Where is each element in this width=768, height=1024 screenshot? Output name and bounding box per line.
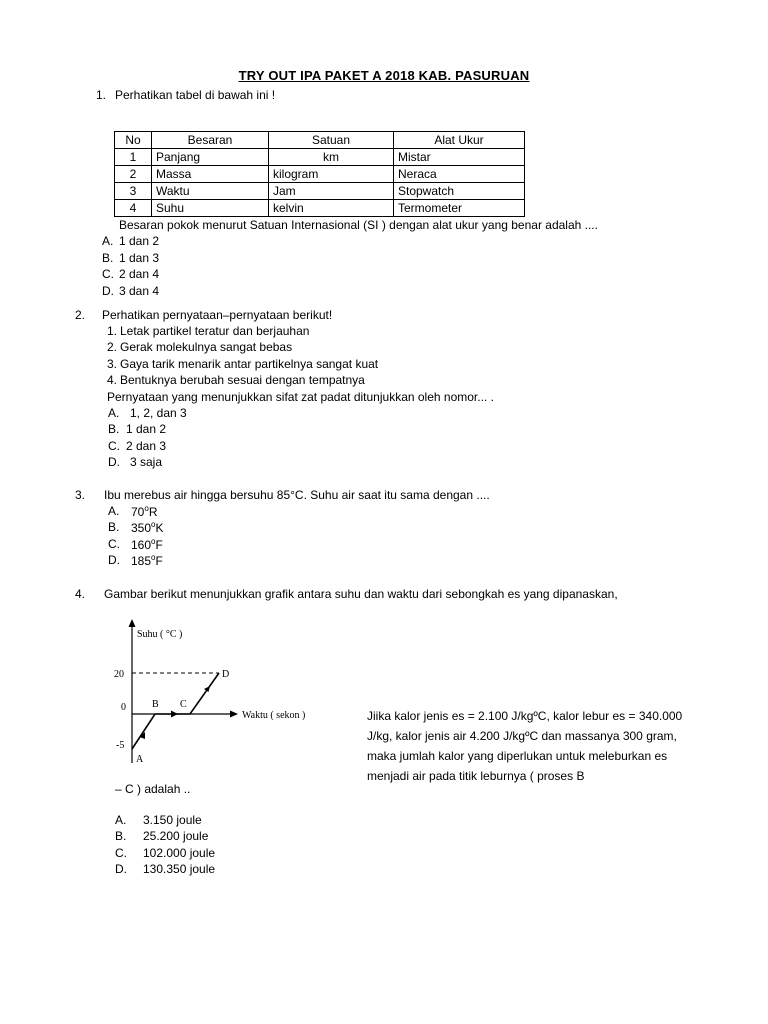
option-letter: B. bbox=[108, 520, 120, 534]
heating-curve bbox=[132, 673, 219, 749]
q3-number: 3. bbox=[75, 488, 86, 502]
option-text: 2 dan 3 bbox=[126, 439, 167, 453]
q4-continuation: – C ) adalah .. bbox=[115, 782, 191, 796]
table-cell: 1 bbox=[115, 149, 152, 166]
q3-stem: Ibu merebus air hingga bersuhu 85°C. Suhu air saat itu sama dengan .... bbox=[104, 488, 490, 502]
table-cell: Jam bbox=[269, 183, 394, 200]
table-cell: Termometer bbox=[394, 200, 525, 217]
option-letter: D. bbox=[108, 455, 120, 469]
option-letter: C. bbox=[108, 439, 120, 453]
option-letter: C. bbox=[108, 537, 120, 551]
q2-number: 2. bbox=[75, 308, 86, 322]
option-unit: R bbox=[148, 505, 158, 519]
table-row bbox=[115, 166, 525, 183]
option-number: 185 bbox=[131, 554, 152, 568]
q4-number: 4. bbox=[75, 587, 86, 601]
x-axis-label: Waktu ( sekon ) bbox=[242, 710, 306, 721]
table-cell: kelvin bbox=[269, 200, 394, 217]
y-axis-arrow-icon bbox=[129, 619, 136, 627]
table-cell: Massa bbox=[152, 166, 269, 183]
option-text: 2 dan 4 bbox=[119, 267, 160, 281]
q1-question: Besaran pokok menurut Satuan Internasional (SI ) dengan alat ukur yang benar adalah .... bbox=[119, 218, 598, 232]
q1-stem: Perhatikan tabel di bawah ini ! bbox=[115, 88, 276, 102]
table-header-row bbox=[115, 132, 525, 149]
q2-question: Pernyataan yang menunjukkan sifat zat padat ditunjukkan oleh nomor... . bbox=[107, 390, 494, 404]
option-text: 1 dan 3 bbox=[119, 251, 160, 265]
y-axis-label: Suhu ( °C ) bbox=[137, 629, 183, 640]
x-axis-arrow-icon bbox=[230, 711, 238, 718]
option-value bbox=[131, 537, 163, 552]
y-tick-label: -5 bbox=[116, 740, 125, 751]
table-cell: kilogram bbox=[269, 166, 394, 183]
statement-text: Gerak molekulnya sangat bebas bbox=[120, 340, 293, 354]
option-unit: F bbox=[155, 538, 163, 552]
option-text: 3 dan 4 bbox=[119, 284, 160, 298]
table-header: Satuan bbox=[269, 132, 394, 149]
y-tick-label: 0 bbox=[121, 702, 126, 713]
option-text: 25.200 joule bbox=[143, 829, 209, 843]
option-text: 130.350 joule bbox=[143, 862, 216, 876]
table-cell: km bbox=[269, 149, 394, 166]
statement-text: Letak partikel teratur dan berjauhan bbox=[120, 324, 310, 338]
option-letter: D. bbox=[108, 553, 120, 567]
segment-arrow-icon bbox=[171, 711, 178, 718]
option-text: 1, 2, dan 3 bbox=[130, 406, 187, 420]
y-tick-label: 20 bbox=[114, 669, 124, 680]
table-header: Besaran bbox=[152, 132, 269, 149]
option-letter: D. bbox=[102, 284, 114, 298]
point-label: D bbox=[222, 669, 230, 680]
option-letter: C. bbox=[102, 267, 114, 281]
option-text: 102.000 joule bbox=[143, 846, 216, 860]
table-row bbox=[115, 200, 525, 217]
table-row bbox=[115, 183, 525, 200]
option-letter: C. bbox=[115, 846, 127, 860]
point-label: B bbox=[152, 699, 159, 710]
option-letter: B. bbox=[115, 829, 127, 843]
statement-number: 3. bbox=[107, 357, 118, 371]
table-row bbox=[115, 149, 525, 166]
table-cell: Suhu bbox=[152, 200, 269, 217]
option-value bbox=[131, 520, 164, 535]
option-letter: B. bbox=[108, 422, 120, 436]
q1-number: 1. bbox=[96, 88, 107, 102]
option-number: 160 bbox=[131, 538, 152, 552]
statement-number: 2. bbox=[107, 340, 118, 354]
option-letter: B. bbox=[102, 251, 114, 265]
statement-text: Bentuknya berubah sesuai dengan tempatnya bbox=[120, 373, 365, 387]
q4-stem: Gambar berikut menunjukkan grafik antara suhu dan waktu dari sebongkah es yang dipanaskan, bbox=[104, 587, 618, 601]
degree-sign: o bbox=[151, 537, 156, 546]
option-number: 350 bbox=[131, 521, 152, 535]
table-cell: 2 bbox=[115, 166, 152, 183]
option-unit: F bbox=[155, 554, 163, 568]
option-text: 1 dan 2 bbox=[126, 422, 167, 436]
option-letter: A. bbox=[102, 234, 114, 248]
quantity-table bbox=[114, 131, 525, 217]
option-number: 70 bbox=[131, 505, 145, 519]
table-header: Alat Ukur bbox=[394, 132, 525, 149]
option-text: 3 saja bbox=[130, 455, 163, 469]
statement-number: 1. bbox=[107, 324, 118, 338]
point-label: A bbox=[136, 754, 144, 765]
option-value bbox=[131, 553, 163, 568]
table-cell: Stopwatch bbox=[394, 183, 525, 200]
option-unit: K bbox=[155, 521, 164, 535]
q4-description: Jiika kalor jenis es = 2.100 J/kgºC, kalor lebur es = 340.000 J/kg, kalor jenis air 4.200 J/kgºC dan massanya 300 gram, maka jumlah kalor yang diperlukan untuk meleburkan es menjadi air pada titik leburnya ( proses B bbox=[367, 709, 683, 783]
option-letter: D. bbox=[115, 862, 127, 876]
option-text: 3.150 joule bbox=[143, 813, 202, 827]
statement-text: Gaya tarik menarik antar partikelnya sangat kuat bbox=[120, 357, 379, 371]
temperature-time-graph bbox=[112, 617, 322, 777]
table-cell: Panjang bbox=[152, 149, 269, 166]
table-cell: Waktu bbox=[152, 183, 269, 200]
table-header: No bbox=[115, 132, 152, 149]
degree-sign: o bbox=[144, 504, 149, 513]
table-cell: Neraca bbox=[394, 166, 525, 183]
point-label: C bbox=[180, 699, 187, 710]
statement-number: 4. bbox=[107, 373, 118, 387]
option-text: 1 dan 2 bbox=[119, 234, 160, 248]
degree-sign: o bbox=[151, 553, 156, 562]
page-title: TRY OUT IPA PAKET A 2018 KAB. PASURUAN bbox=[238, 68, 530, 83]
degree-sign: o bbox=[151, 520, 156, 529]
table-cell: 3 bbox=[115, 183, 152, 200]
q2-stem: Perhatikan pernyataan–pernyataan berikut! bbox=[102, 308, 333, 322]
table-cell: Mistar bbox=[394, 149, 525, 166]
option-value bbox=[131, 504, 157, 519]
option-letter: A. bbox=[108, 406, 120, 420]
option-letter: A. bbox=[108, 504, 120, 518]
option-letter: A. bbox=[115, 813, 127, 827]
table-cell: 4 bbox=[115, 200, 152, 217]
